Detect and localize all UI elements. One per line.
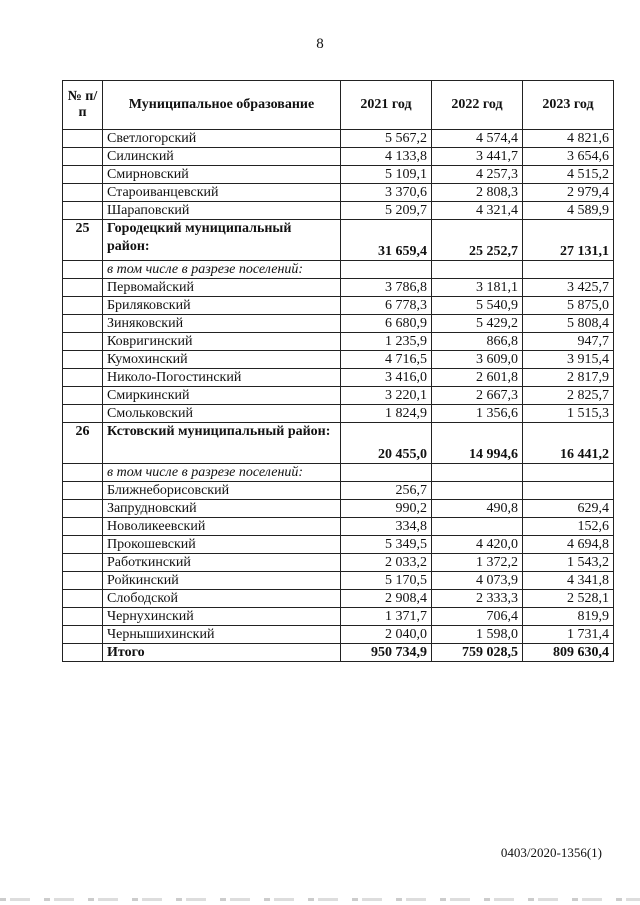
row-value-2022: 4 321,4: [432, 202, 523, 220]
row-number: [63, 464, 103, 482]
row-municipality-name: Ройкинский: [103, 572, 341, 590]
row-number: [63, 518, 103, 536]
row-value-2021: 990,2: [341, 500, 432, 518]
row-value-2023: [523, 464, 614, 482]
row-number: [63, 297, 103, 315]
table-row-item: [63, 148, 614, 166]
row-value-2021: 2 033,2: [341, 554, 432, 572]
row-value-2023: [523, 482, 614, 500]
row-municipality-name: Смиркинский: [103, 387, 341, 405]
table-row-item: [63, 202, 614, 220]
row-municipality-name: Шараповский: [103, 202, 341, 220]
row-value-2022: 2 601,8: [432, 369, 523, 387]
row-number: [63, 387, 103, 405]
row-number: [63, 405, 103, 423]
row-value-2023: 1 543,2: [523, 554, 614, 572]
row-value-2021: 3 370,6: [341, 184, 432, 202]
table-row-item: [63, 572, 614, 590]
row-value-2021: 3 416,0: [341, 369, 432, 387]
row-value-2023: 27 131,1: [523, 220, 614, 261]
row-municipality-name: в том числе в разрезе поселений:: [103, 261, 341, 279]
row-municipality-name: Светлогорский: [103, 130, 341, 148]
row-value-2022: 2 667,3: [432, 387, 523, 405]
row-value-2021: 334,8: [341, 518, 432, 536]
header-2021: 2021 год: [341, 81, 432, 130]
table-row-item: [63, 405, 614, 423]
row-value-2022: 759 028,5: [432, 644, 523, 662]
header-2022: 2022 год: [432, 81, 523, 130]
row-value-2022: [432, 464, 523, 482]
row-value-2022: 1 356,6: [432, 405, 523, 423]
row-value-2023: 947,7: [523, 333, 614, 351]
row-municipality-name: Ближнеборисовский: [103, 482, 341, 500]
row-value-2022: 3 609,0: [432, 351, 523, 369]
header-name: Муниципальное образование: [103, 81, 341, 130]
table-header-row: [63, 81, 614, 130]
row-municipality-name: Смольковский: [103, 405, 341, 423]
table-row-item: [63, 626, 614, 644]
row-number: 26: [63, 423, 103, 464]
table-row-district: [63, 220, 614, 261]
row-value-2023: 4 589,9: [523, 202, 614, 220]
row-value-2023: [523, 261, 614, 279]
row-value-2023: 4 694,8: [523, 536, 614, 554]
table-body: [63, 130, 614, 662]
row-number: [63, 572, 103, 590]
row-number: [63, 130, 103, 148]
row-value-2022: 3 181,1: [432, 279, 523, 297]
table-row-item: [63, 315, 614, 333]
table-row-item: [63, 554, 614, 572]
row-value-2021: 5 567,2: [341, 130, 432, 148]
row-value-2023: 2 825,7: [523, 387, 614, 405]
row-number: [63, 626, 103, 644]
row-value-2021: [341, 261, 432, 279]
row-value-2023: 4 821,6: [523, 130, 614, 148]
row-value-2021: 3 786,8: [341, 279, 432, 297]
table-row-item: [63, 279, 614, 297]
row-value-2021: 3 220,1: [341, 387, 432, 405]
table-row-item: [63, 500, 614, 518]
table-row-note: [63, 261, 614, 279]
row-value-2022: 1 372,2: [432, 554, 523, 572]
row-value-2023: 152,6: [523, 518, 614, 536]
row-value-2023: 5 875,0: [523, 297, 614, 315]
row-municipality-name: Чернухинский: [103, 608, 341, 626]
row-municipality-name: Кумохинский: [103, 351, 341, 369]
row-municipality-name: Слободской: [103, 590, 341, 608]
table-row-item: [63, 387, 614, 405]
row-value-2021: 2 908,4: [341, 590, 432, 608]
table-row-district: [63, 423, 614, 464]
table-row-item: [63, 333, 614, 351]
row-municipality-name: Смирновский: [103, 166, 341, 184]
row-value-2021: 950 734,9: [341, 644, 432, 662]
row-value-2021: 20 455,0: [341, 423, 432, 464]
row-number: [63, 148, 103, 166]
row-number: [63, 184, 103, 202]
row-value-2022: 25 252,7: [432, 220, 523, 261]
row-value-2023: 1 515,3: [523, 405, 614, 423]
row-number: [63, 315, 103, 333]
row-value-2022: 490,8: [432, 500, 523, 518]
row-value-2021: 1 371,7: [341, 608, 432, 626]
row-value-2022: 14 994,6: [432, 423, 523, 464]
row-value-2022: 3 441,7: [432, 148, 523, 166]
row-value-2021: 31 659,4: [341, 220, 432, 261]
row-number: [63, 351, 103, 369]
row-value-2023: 1 731,4: [523, 626, 614, 644]
row-municipality-name: Староиванцевский: [103, 184, 341, 202]
row-value-2021: 6 680,9: [341, 315, 432, 333]
row-municipality-name: Бриляковский: [103, 297, 341, 315]
row-value-2023: 2 528,1: [523, 590, 614, 608]
row-value-2023: 629,4: [523, 500, 614, 518]
row-number: [63, 608, 103, 626]
row-value-2023: 5 808,4: [523, 315, 614, 333]
row-value-2022: 2 333,3: [432, 590, 523, 608]
table-row-item: [63, 590, 614, 608]
row-value-2022: 4 420,0: [432, 536, 523, 554]
table-row-total: [63, 644, 614, 662]
row-value-2023: 2 979,4: [523, 184, 614, 202]
row-municipality-name: Николо-Погостинский: [103, 369, 341, 387]
row-number: [63, 333, 103, 351]
row-number: [63, 536, 103, 554]
row-value-2021: 5 349,5: [341, 536, 432, 554]
row-value-2021: [341, 464, 432, 482]
row-number: [63, 554, 103, 572]
row-value-2022: 4 073,9: [432, 572, 523, 590]
row-value-2022: [432, 261, 523, 279]
table-row-item: [63, 297, 614, 315]
page-number: 8: [316, 36, 324, 52]
row-value-2021: 1 235,9: [341, 333, 432, 351]
row-value-2022: 4 574,4: [432, 130, 523, 148]
row-value-2023: 16 441,2: [523, 423, 614, 464]
row-municipality-name: Городецкий муниципальный район:: [103, 220, 341, 261]
row-value-2022: 4 257,3: [432, 166, 523, 184]
table-row-note: [63, 464, 614, 482]
table-row-item: [63, 482, 614, 500]
row-municipality-name: Итого: [103, 644, 341, 662]
row-number: [63, 482, 103, 500]
row-value-2023: 3 915,4: [523, 351, 614, 369]
row-number: [63, 261, 103, 279]
row-municipality-name: Ковригинский: [103, 333, 341, 351]
row-number: [63, 500, 103, 518]
row-value-2021: 1 824,9: [341, 405, 432, 423]
row-municipality-name: Запрудновский: [103, 500, 341, 518]
row-value-2021: 5 209,7: [341, 202, 432, 220]
row-municipality-name: в том числе в разрезе поселений:: [103, 464, 341, 482]
row-municipality-name: Первомайский: [103, 279, 341, 297]
row-number: [63, 590, 103, 608]
row-municipality-name: Силинский: [103, 148, 341, 166]
row-number: [63, 644, 103, 662]
table-row-item: [63, 608, 614, 626]
row-value-2021: 256,7: [341, 482, 432, 500]
table-row-item: [63, 369, 614, 387]
row-value-2023: 4 341,8: [523, 572, 614, 590]
row-value-2023: 4 515,2: [523, 166, 614, 184]
table-row-item: [63, 351, 614, 369]
row-number: [63, 279, 103, 297]
row-value-2023: 3 654,6: [523, 148, 614, 166]
row-municipality-name: Чернышихинский: [103, 626, 341, 644]
budget-table: [62, 80, 614, 662]
table-row-item: [63, 166, 614, 184]
row-value-2023: 809 630,4: [523, 644, 614, 662]
row-value-2021: 5 170,5: [341, 572, 432, 590]
row-number: 25: [63, 220, 103, 261]
header-num: № п/п: [63, 81, 103, 130]
row-value-2021: 5 109,1: [341, 166, 432, 184]
row-value-2022: 2 808,3: [432, 184, 523, 202]
row-value-2022: 1 598,0: [432, 626, 523, 644]
row-municipality-name: Зиняковский: [103, 315, 341, 333]
row-municipality-name: Новоликеевский: [103, 518, 341, 536]
row-value-2022: 5 429,2: [432, 315, 523, 333]
table-row-item: [63, 184, 614, 202]
table-row-item: [63, 130, 614, 148]
row-value-2022: 706,4: [432, 608, 523, 626]
table-row-item: [63, 536, 614, 554]
row-value-2022: [432, 482, 523, 500]
row-municipality-name: Прокошевский: [103, 536, 341, 554]
header-2023: 2023 год: [523, 81, 614, 130]
scan-edge-artifact: [0, 898, 640, 901]
row-value-2021: 4 716,5: [341, 351, 432, 369]
row-municipality-name: Кстовский муниципальный район:: [103, 423, 341, 464]
document-code: 0403/2020-1356(1): [500, 845, 602, 860]
row-number: [63, 166, 103, 184]
row-value-2023: 819,9: [523, 608, 614, 626]
row-value-2022: [432, 518, 523, 536]
row-value-2021: 4 133,8: [341, 148, 432, 166]
row-value-2023: 3 425,7: [523, 279, 614, 297]
row-number: [63, 369, 103, 387]
row-number: [63, 202, 103, 220]
row-value-2021: 6 778,3: [341, 297, 432, 315]
table-row-item: [63, 518, 614, 536]
row-value-2023: 2 817,9: [523, 369, 614, 387]
row-value-2021: 2 040,0: [341, 626, 432, 644]
row-value-2022: 866,8: [432, 333, 523, 351]
row-value-2022: 5 540,9: [432, 297, 523, 315]
row-municipality-name: Работкинский: [103, 554, 341, 572]
